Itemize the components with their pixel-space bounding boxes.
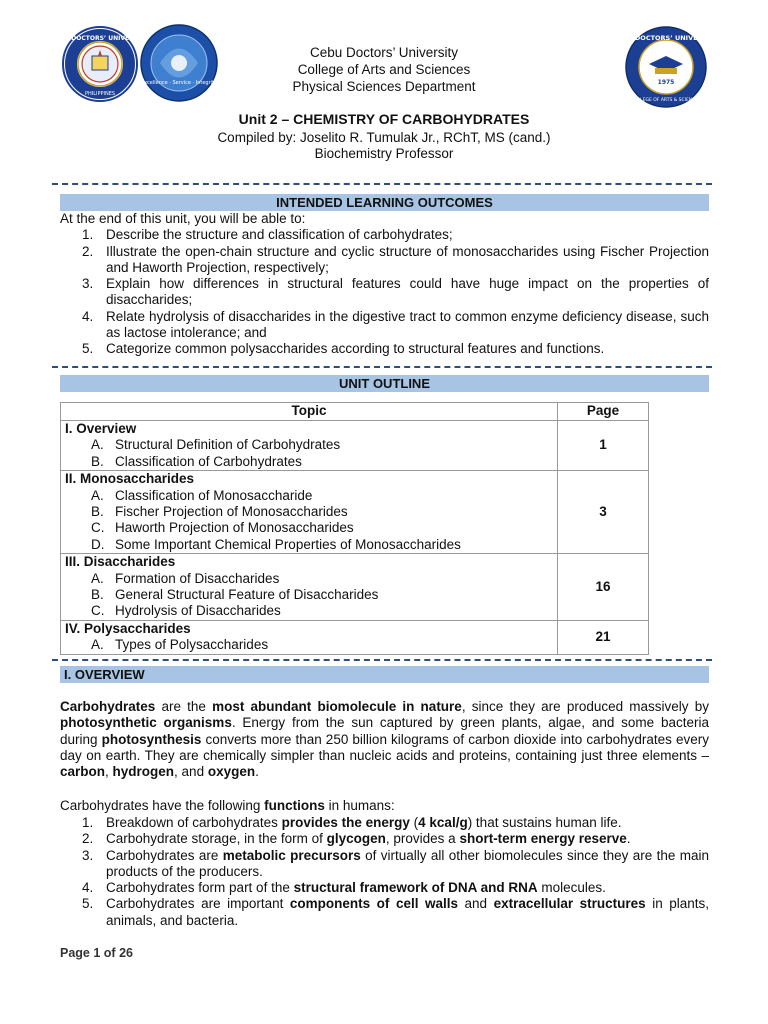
page-total: 26	[119, 946, 133, 960]
list-item	[60, 309, 709, 342]
subtopic-letter: B.	[91, 453, 104, 469]
subtopic	[65, 488, 553, 504]
seal-college-text: CEBU DOCTORS’ UNIVERSITY	[613, 34, 719, 42]
list-item	[60, 896, 709, 929]
topic-cell	[61, 421, 558, 471]
seal-text: CEBU DOCTORS’ UNIVERSITY	[51, 35, 149, 42]
divider	[52, 366, 712, 368]
unit-title: Unit 2 – CHEMISTRY OF CARBOHYDRATES	[238, 111, 530, 127]
list-item	[60, 815, 709, 831]
page-number	[60, 946, 133, 960]
subtopic-letter: B.	[91, 587, 104, 603]
text-run: Breakdown of carbohydrates	[106, 815, 282, 830]
subtopic-text: General Structural Feature of Disaccharides	[115, 587, 379, 603]
list-number: 4.	[82, 308, 94, 324]
list-text: Explain how differences in structural features could have huge impact on the properties of disaccharides;	[106, 276, 709, 308]
text-run: , provides a	[385, 831, 460, 847]
list-number: 1.	[82, 227, 94, 243]
text-run: in plants, animals, and bacteria.	[106, 896, 709, 928]
subtopic	[65, 437, 553, 453]
subtopic-text: Structural Definition of Carbohydrates	[115, 437, 341, 453]
subtopic-letter: D.	[91, 536, 105, 552]
subtopic	[65, 571, 553, 587]
list-item	[60, 227, 709, 243]
subtopic-text: Fischer Projection of Monosaccharides	[115, 504, 348, 520]
page-cell: 3	[558, 471, 649, 554]
text-run: converts more than 250 billion kilograms of carbon dioxide into carbohydrates every day on earth. They are chemically simpler than nucleic acids and proteins, containing just three elements –	[60, 731, 710, 763]
page-label: Page	[60, 946, 94, 960]
seal-bottom-text: PHILIPPINES	[84, 91, 116, 97]
functions-list	[60, 815, 709, 929]
functions-intro	[60, 798, 709, 814]
section-title: IV. Polysaccharides	[65, 620, 191, 636]
subtopic	[65, 637, 553, 653]
topic-cell	[61, 620, 558, 654]
text-run: ,	[105, 764, 113, 780]
bold-term: glycogen	[326, 831, 386, 847]
bold-term: metabolic precursors	[222, 847, 361, 863]
page-of: of	[100, 946, 120, 960]
text-run: (	[409, 815, 419, 830]
text-run: are the	[155, 699, 213, 714]
text-run: .	[255, 764, 259, 780]
text-run: of virtually all other biomolecules since they are the main products of the producers.	[106, 847, 710, 879]
college-name: College of Arts and Sciences	[297, 62, 471, 77]
subtopic-text: Classification of Monosaccharide	[115, 487, 313, 503]
page-current: 1	[93, 946, 101, 960]
list-number: 1.	[82, 815, 94, 830]
subtopic-text: Haworth Projection of Monosaccharides	[115, 520, 354, 536]
subtopic-text: Types of Polysaccharides	[115, 637, 269, 653]
text-run: in humans:	[324, 798, 395, 813]
subtopic-letter: A.	[91, 487, 104, 503]
table-row	[61, 471, 649, 554]
list-text: Categorize common polysaccharides according to structural features and functions.	[106, 341, 605, 357]
subtopic-letter: A.	[91, 637, 104, 653]
list-number: 5.	[82, 896, 94, 912]
text-run: Carbohydrates have the following	[60, 798, 265, 813]
seal-values-text: Excellence · Service · Integrity	[141, 80, 217, 86]
list-text: Relate hydrolysis of disaccharides in the digestive tract to common enzyme deficiency disease, such as lactose intolerance; and	[106, 308, 709, 341]
list-text: Illustrate the open-chain structure and cyclic structure of monosaccharides using Fischer Projection and Haworth Projection, respectively;	[106, 243, 709, 275]
subtopic-letter: A.	[91, 437, 104, 453]
bold-term: carbon	[60, 764, 106, 780]
text-run: and	[458, 896, 494, 912]
bold-term: photosynthetic organisms	[60, 715, 232, 731]
outline-title: UNIT OUTLINE	[60, 375, 709, 392]
subtopic-letter: C.	[91, 603, 105, 619]
bold-term: 4 kcal/g	[418, 815, 468, 830]
subtopic	[65, 454, 553, 470]
page-cell: 21	[558, 620, 649, 654]
list-text: Describe the structure and classification of carbohydrates;	[106, 227, 453, 243]
subtopic-text: Some Important Chemical Properties of Monosaccharides	[115, 536, 461, 552]
subtopic	[65, 587, 553, 603]
bold-term: extracellular structures	[493, 896, 646, 912]
table-row	[61, 620, 649, 654]
list-number: 2.	[82, 831, 94, 847]
text-run: molecules.	[537, 880, 606, 896]
subtopic-text: Hydrolysis of Disaccharides	[115, 603, 281, 619]
university-name: Cebu Doctors’ University	[309, 45, 459, 60]
ilo-intro: At the end of this unit, you will be able to:	[60, 211, 306, 226]
seal-year: 1975	[657, 79, 675, 86]
list-item	[60, 276, 709, 309]
list-number: 3.	[82, 276, 94, 292]
bold-term: Carbohydrates	[60, 699, 156, 714]
page-cell: 1	[558, 421, 649, 471]
text-run: . Energy from the sun captured by green plants, algae, and some bacteria during	[60, 715, 709, 747]
list-number: 3.	[82, 847, 94, 863]
table-row	[61, 554, 649, 621]
outline-table	[60, 402, 649, 655]
subtopic	[65, 504, 553, 520]
list-item	[60, 831, 709, 847]
bold-term: functions	[264, 798, 325, 813]
bold-term: most abundant biomolecule in nature	[212, 699, 462, 714]
list-number: 4.	[82, 880, 94, 896]
text-run: , since they are produced massively by	[461, 699, 709, 714]
ilo-title: INTENDED LEARNING OUTCOMES	[60, 194, 709, 211]
bold-term: provides the energy	[281, 815, 410, 830]
bold-term: photosynthesis	[101, 731, 202, 747]
page-cell: 16	[558, 554, 649, 621]
topic-cell	[61, 554, 558, 621]
text-run: ) that sustains human life.	[467, 815, 622, 830]
section-title: I. Overview	[65, 421, 137, 436]
overview-paragraph	[60, 699, 709, 780]
subtopic	[65, 537, 553, 553]
subtopic-letter: C.	[91, 520, 105, 536]
list-number: 2.	[82, 243, 94, 259]
bold-term: short-term energy reserve	[459, 831, 627, 847]
divider	[52, 183, 712, 185]
col-page: Page	[558, 403, 649, 421]
subtopic	[65, 603, 553, 619]
subtopic-letter: B.	[91, 504, 104, 520]
ilo-block	[60, 211, 709, 358]
seal-college-bottom: COLLEGE OF ARTS & SCIENCES	[630, 98, 702, 103]
list-number: 5.	[82, 341, 94, 357]
list-item	[60, 848, 709, 881]
overview-title: I. OVERVIEW	[60, 666, 709, 683]
bold-term: hydrogen	[112, 764, 175, 780]
text-run: .	[626, 831, 631, 847]
compiled-by: Compiled by: Joselito R. Tumulak Jr., RChT, MS (cand.)	[217, 130, 551, 145]
list-item	[60, 341, 709, 357]
bold-term: components of cell walls	[289, 896, 458, 912]
section-title: III. Disaccharides	[65, 554, 176, 570]
subtopic-text: Classification of Carbohydrates	[115, 453, 302, 469]
ilo-list	[60, 227, 709, 357]
author-role: Biochemistry Professor	[314, 146, 454, 161]
text-run: Carbohydrates are important	[106, 896, 290, 912]
table-row	[61, 421, 649, 471]
bold-term: oxygen	[207, 764, 256, 780]
list-item	[60, 880, 709, 896]
col-topic: Topic	[61, 403, 558, 421]
text-run: , and	[174, 764, 208, 780]
divider	[52, 659, 712, 661]
text-run: Carbohydrate storage, in the form of	[106, 831, 327, 847]
subtopic-letter: A.	[91, 570, 104, 586]
bold-term: structural framework of DNA and RNA	[293, 880, 538, 896]
text-run: Carbohydrates are	[106, 847, 223, 863]
text-run: Carbohydrates form part of the	[106, 880, 294, 896]
department-name: Physical Sciences Department	[292, 79, 476, 94]
subtopic-text: Formation of Disaccharides	[115, 570, 280, 586]
topic-cell	[61, 471, 558, 554]
list-item	[60, 244, 709, 277]
section-title: II. Monosaccharides	[65, 471, 195, 487]
subtopic	[65, 520, 553, 536]
